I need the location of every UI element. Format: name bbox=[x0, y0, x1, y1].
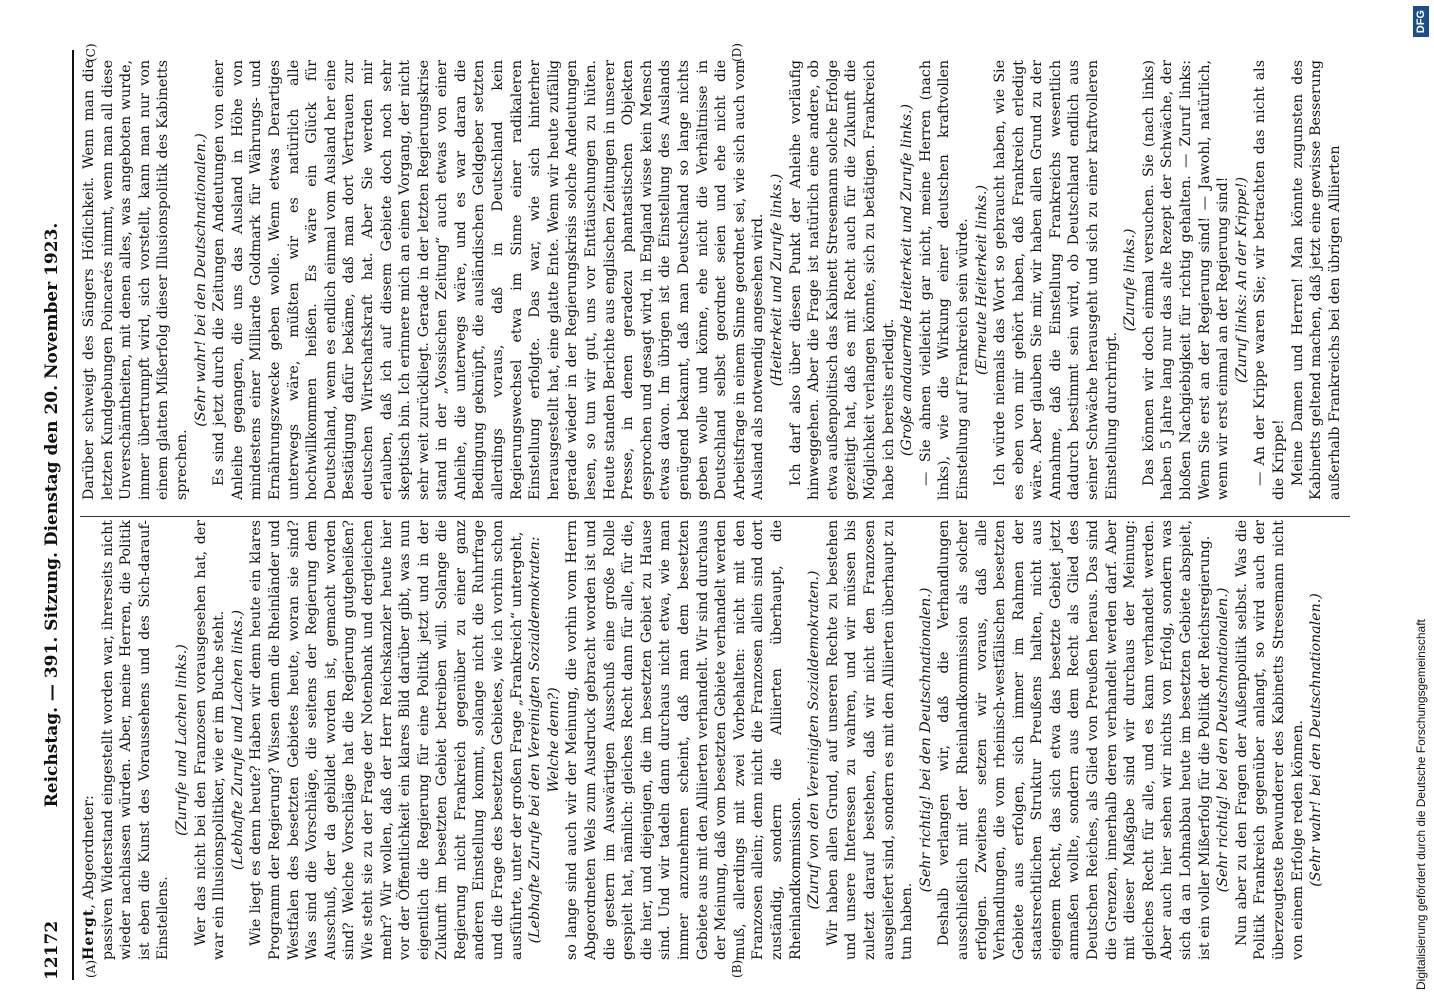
left-column bbox=[80, 520, 1350, 960]
dfg-watermark bbox=[1408, 0, 1434, 1000]
paragraph: Deshalb verlangen wir, daß die Verhandlungen ausschließlich mit der Rheinlandkommission als solcher erfolgen. Zweitens setzen wir voraus, daß alle Verhandlungen, die vom rheinisch-westfälischen besetzten Gebiete aus erfolgen, sich immer im Rahmen der staatsrechtlichen Struktur Preußens halten, nicht aus eigenem Recht, das sich etwa das besetzte Gebiet jetzt anmaßen wollte, sondern aus dem Recht als Glied des Deutschen Reiches, als Glied von Preußen heraus. Das sind die Grenzen, innerhalb deren verhandelt werden darf. Aber mit dieser Maßgabe sind wir durchaus der Meinung: gleiches Recht für alle, und es kann verhandelt werden. Aber auch hier sehen wir nichts von Erfolg, sondern was sich da an Lohnabbau heute im besetzten Gebiete abspielt, ist ein voller Mißerfolg für die Politik der Reichsregierung. bbox=[936, 520, 1213, 960]
paragraph: Wir haben allen Grund, auf unseren Rechte zu bestehen und unsere Interessen zu wahren, und wir müssen bis zuletzt darauf bestehen, daß wir nicht den Franzosen ausgeliefert sind, sondern es mit den Alliierten überhaupt zu tun haben. bbox=[824, 520, 916, 960]
interjection: (Zurufe links.) bbox=[1122, 228, 1139, 332]
page-header bbox=[42, 50, 68, 980]
paragraph: Meine Damen und Herren! Man könnte zugunsten des Kabinetts geltend machen, daß jetzt eine gewisse Besserung außerhalb Frankreichs bei den übrigen Alliierten bbox=[1289, 60, 1343, 500]
paragraph: — An der Krippe waren Sie; wir betrachten das nicht als die Krippe! bbox=[1252, 60, 1287, 500]
paragraph: Nun aber zu den Fragen der Außenpolitik selbst. Was die Politik Frankreich gegenüber anlangt, so wird auch der überzeugteste Bewunderer des Kabinetts Stresemann nicht von einem Erfolge reden können. bbox=[1233, 520, 1306, 960]
paragraph: Ich darf also über diesen Punkt der Anleihe vorläufig hinweggehen. Aber die Frage ist natürlich eine andere, ob etwa außenpolitisch das Kabinett Stresemann solche Erfolge gezeitigt hat, daß es mit Recht auch für die Zukunft die Möglichkeit verlangen könnte, sich zu betätigen. Frankreich habe ich bereits erledigt. bbox=[787, 60, 897, 500]
interjection: (Sehr wahr! bei den Deutschnationalen.) bbox=[192, 133, 209, 427]
interjection: (Lebhafte Zurufe bei den Vereinigten Sozialdemokraten: Welche denn?) bbox=[527, 536, 562, 944]
paragraph: passiven Widerstand eingestellt worden war, ihrerseits nicht wieder nachlassen würden. Aber, meine Herren, die Politik ist eben die Kunst des Voraussehens und des Sich-darauf-Einstellens. bbox=[99, 520, 172, 960]
speaker-role: , Abgeordneter: bbox=[81, 795, 97, 909]
right-column bbox=[80, 60, 1350, 500]
watermark-text: Digitalisierung gefördert durch die Deutsche Forschungsgemeinschaft bbox=[1414, 619, 1428, 990]
interjection: (Zuruf links: An der Krippe!) bbox=[1233, 177, 1250, 383]
speaker-name: Hergt bbox=[81, 908, 97, 960]
paragraph: Darüber schweigt des Sängers Höflichkeit. Wenn man die letzten Kundgebungen Poincarés nimmt, wenn man all diese Unverschämtheiten, mit denen alles, was angeboten wurde, immer übertrumpft wird, sich vorstellt, kann man nur von einem glatten Mißerfolg dieser Illusionspolitik des Kabinetts sprechen. bbox=[81, 60, 190, 500]
paragraph: Wer das nicht bei den Franzosen vorausgesehen hat, der war ein Illusionspolitiker, wie er im Buche steht. bbox=[192, 520, 228, 960]
interjection: (Lebhafte Zurufe und Lachen links.) bbox=[229, 610, 246, 870]
margin-marker-d: (D) bbox=[730, 43, 744, 62]
paragraph: Wie liegt es denn heute? Haben wir denn heute ein klares Programm der Regierung? Wissen denn die Rheinländer und Westfalen des besetzten Gebietes heute, woran sie sind? Was sind die Vorschläge, die seitens der Regierung dem Ausschuß, der da gebildet worden ist, gemacht worden sind? Welche Vorschläge hat die Regierung gutgeheißen? Wie steht sie zu der Frage der Notenbank und dergleichen mehr? Wir wollen, daß der Herr Reichskanzler heute hier vor der Öffentlichkeit ein klares Bild darüber gibt, was nun eigentlich die Regierung für eine Politik jetzt und in der Zukunft im besetzten Gebiet betreiben will. Solange die Regierung nicht Frankreich gegenüber zu einer ganz anderen Einstellung kommt, solange nicht die Ruhrfrage und die Frage des besetzten Gebietes, wie ich vorhin schon ausführte, unter der großen Frage „Frankreich“ untergeht, bbox=[248, 520, 525, 960]
header-title: Reichstag. — 391. Sitzung. Dienstag den 20. November 1923. bbox=[42, 222, 62, 808]
margin-marker-b: (B) bbox=[730, 959, 744, 978]
paragraph: — Sie ahnen vielleicht gar nicht, meine Herren (nach links), wie die Wirkung einer deutschen kraftvollen Einstellung auf Frankreich sein würde. bbox=[917, 60, 971, 500]
column-divider bbox=[80, 516, 1350, 517]
dfg-logo: DFG bbox=[1413, 6, 1429, 37]
paragraph: so lange sind auch wir der Meinung, die vorhin vom Herrn Abgeordneten Wels zum Ausdruck gebracht worden ist und die gestern im Auswärtigen Ausschuß eine große Rolle gespielt hat, nämlich: gleiches Recht dann für alle, für die, die hier, und diejenigen, die im besetzten Gebiet zu Hause sind. Und wir tadeln dann durchaus nicht etwa, wie man immer anzunehmen scheint, daß man dem besetzten Gebiete aus mit den Alliierten verhandelt. Wir sind durchaus der Meinung, daß vom besetzten Gebiete verhandelt werden muß, allerdings mit zwei Vorbehalten: nicht mit den Franzosen allein; denn nicht die Franzosen allein sind dort zuständig, sondern die Alliierten überhaupt, die Rheinlandkommission. bbox=[564, 520, 804, 960]
paragraph: Ich würde niemals das Wort so gebraucht haben, wie Sie es eben von mir gehört haben, daß Frankreich erledigt wäre. Aber glauben Sie mir, wir haben allen Grund zu der Annahme, daß die Einstellung Frankreichs wesentlich dadurch bestimmt sein wird, ob Deutschland endlich aus seiner Schwäche herausgeht und sich zu einer kraftvolleren Einstellung durchringt. bbox=[992, 60, 1120, 500]
interjection: (Erneute Heiterkeit links.) bbox=[973, 185, 990, 376]
interjection: (Sehr richtig! bei den Deutschnationalen.) bbox=[1215, 587, 1232, 893]
interjection: (Zuruf von den Vereinigten Sozialdemokraten.) bbox=[806, 570, 823, 910]
interjection: (Sehr richtig! bei den Deutschnationalen.) bbox=[917, 587, 934, 893]
margin-marker-c: (C) bbox=[84, 43, 98, 62]
page-number: 12172 bbox=[42, 920, 62, 980]
interjection: (Heiterkeit und Zurufe links.) bbox=[768, 173, 785, 387]
margin-marker-a: (A) bbox=[84, 959, 98, 978]
speaker-line bbox=[80, 520, 99, 960]
rotated-document-page bbox=[0, 30, 1380, 1000]
interjection: (Große andauernde Heiterkeit und Zurufe links.) bbox=[899, 103, 916, 457]
header-rule bbox=[72, 50, 74, 980]
paragraph: Das können wir doch einmal versuchen. Sie (nach links) haben 5 Jahre lang nur das alte Rezept der Schwäche, der bloßen Nachgiebigkeit für richtig gehalten. — Zuruf links: Wenn Sie erst an der Regierung sind! — Jawohl, natürlich, wenn wir erst einmal an der Regierung sind! bbox=[1140, 60, 1232, 500]
interjection: (Zurufe und Lachen links.) bbox=[173, 644, 190, 836]
interjection: (Sehr wahr! bei den Deutschnationalen.) bbox=[1308, 593, 1325, 887]
paragraph: Es sind jetzt durch die Zeitungen Andeutungen von einer Anleihe gegangen, die uns das Ausland in Höhe von mindestens einer Milliarde Goldmark für Währungs- und Ernährungszwecke geben wolle. Wenn etwas Derartiges unterwegs wäre, müßten wir es natürlich alle hochwillkommen heißen. Es wäre ein Glück für Deutschland, wenn es endlich einmal vom Ausland her eine Bestätigung dafür bekäme, daß man dort Vertrauen zur deutschen Wirtschaftskraft hat. Aber Sie werden mir erlauben, daß ich auf diesem Gebiete doch noch sehr skeptisch bin. Ich erinnere mich an einen Vorgang, der nicht sehr weit zurückliegt. Gerade in der letzten Regierungskrise stand in der „Vossischen Zeitung“ auch etwas von einer Anleihe, die unterwegs wäre, und es war daran die Bedingung geknüpft, die ausländischen Geldgeber setzten allerdings voraus, daß in Deutschland kein Regierungswechsel etwa im Sinne einer radikaleren Einstellung erfolgte. Das war, wie sich hinterher herausgestellt hat, eine glatte Ente. Wenn wir heute zufällig gerade wieder in der Regierungskrisis solche Andeutungen lesen, so tun wir gut, uns vor Enttäuschungen zu hüten. Heute standen Berichte aus englischen Zeitungen in unserer Presse, in denen geradezu phantastischen Objekten gesprochen und gesagt wird, in England wisse kein Mensch etwas davon. Im übrigen ist die Einstellung des Auslands genügend bekannt, daß man Deutschland so lange nichts geben wolle und könne, ehe nicht die Verhältnisse in Deutschland selbst geordnet seien und ehe nicht die Arbeitsfrage in einem Sinne geordnet sei, wie sich auch vom Ausland als notwendig angesehen wird. bbox=[211, 60, 767, 500]
